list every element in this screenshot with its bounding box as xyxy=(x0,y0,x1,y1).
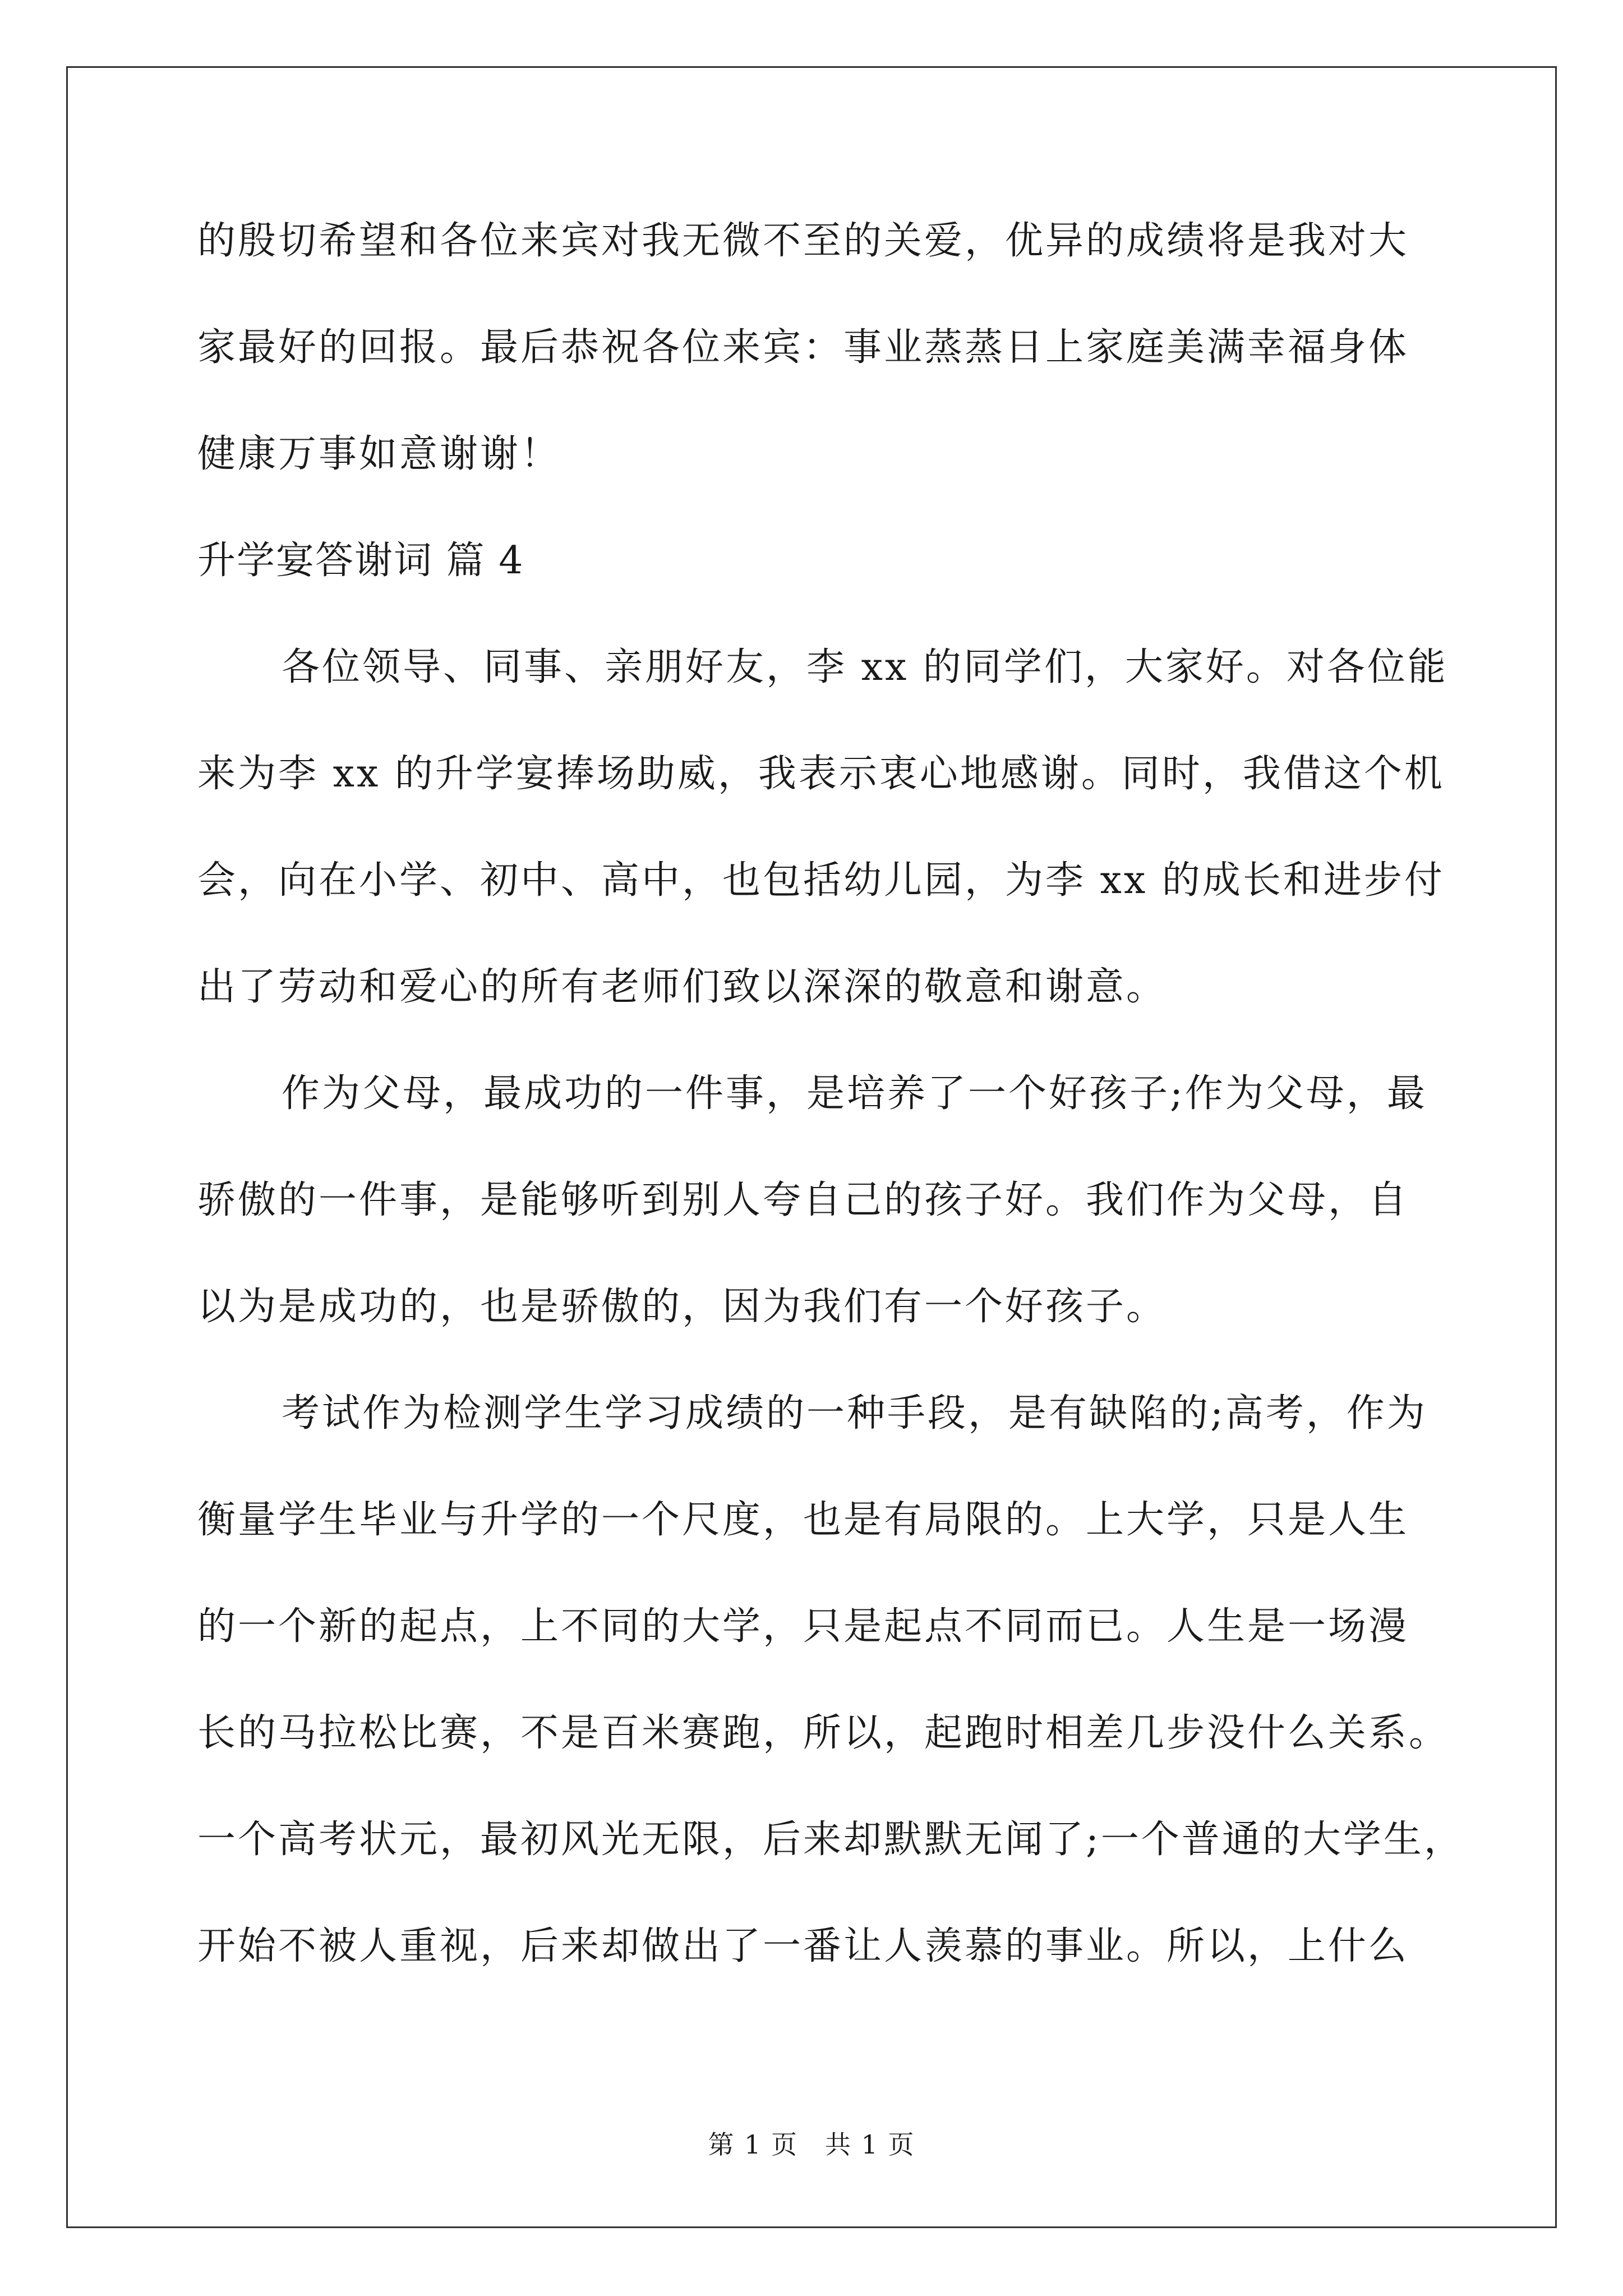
text-line: 一个高考状元，最初风光无限，后来却默默无闻了;一个普通的大学生， xyxy=(197,1818,1464,1862)
text-line: 会，向在小学、初中、高中，也包括幼儿园，为李 xx 的成长和进步付 xyxy=(197,858,1445,903)
paragraph-first-line: 考试作为检测学生学习成绩的一种手段，是有缺陷的;高考，作为 xyxy=(282,1391,1427,1435)
text-line: 长的马拉松比赛，不是百米赛跑，所以，起跑时相差几步没什么关系。 xyxy=(197,1711,1450,1755)
text-line: 的殷切希望和各位来宾对我无微不至的关爱，优异的成绩将是我对大 xyxy=(197,219,1409,263)
paragraph-first-line: 作为父母，最成功的一件事，是培养了一个好孩子;作为父母，最 xyxy=(282,1071,1427,1116)
text-line: 来为李 xx 的升学宴捧场助威，我表示衷心地感谢。同时，我借这个机 xyxy=(197,752,1445,796)
section-heading: 升学宴答谢词 篇 4 xyxy=(197,539,524,583)
text-line: 开始不被人重视，后来却做出了一番让人羡慕的事业。所以，上什么 xyxy=(197,1924,1409,1968)
text-line: 以为是成功的，也是骄傲的，因为我们有一个好孩子。 xyxy=(197,1285,1167,1329)
text-line: 健康万事如意谢谢！ xyxy=(197,432,561,476)
text-line: 骄傲的一件事，是能够听到别人夸自己的孩子好。我们作为父母，自 xyxy=(197,1178,1409,1222)
document-body xyxy=(197,205,1464,2017)
paragraph-first-line: 各位领导、同事、亲朋好友，李 xx 的同学们，大家好。对各位能 xyxy=(282,645,1448,689)
text-line: 衡量学生毕业与升学的一个尺度，也是有局限的。上大学，只是人生 xyxy=(197,1498,1409,1542)
page-footer: 第 1 页 共 1 页 xyxy=(708,2129,915,2160)
text-line: 的一个新的起点，上不同的大学，只是起点不同而已。人生是一场漫 xyxy=(197,1604,1409,1649)
text-line: 家最好的回报。最后恭祝各位来宾：事业蒸蒸日上家庭美满幸福身体 xyxy=(197,325,1409,370)
text-line: 出了劳动和爱心的所有老师们致以深深的敬意和谢意。 xyxy=(197,965,1167,1009)
